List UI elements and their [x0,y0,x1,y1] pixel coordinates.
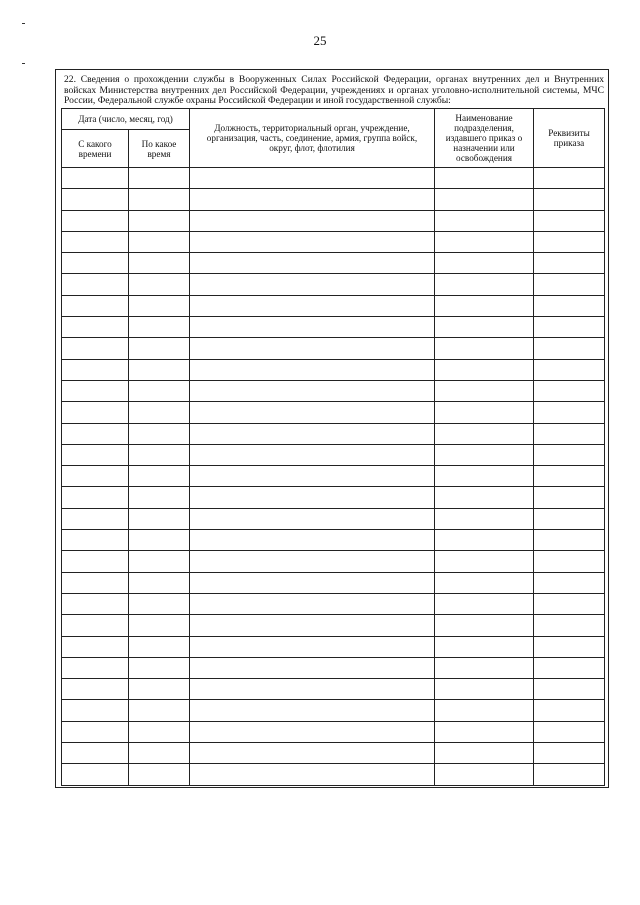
table-cell[interactable] [129,721,190,742]
table-cell[interactable] [435,402,534,423]
table-cell[interactable] [62,679,129,700]
table-cell[interactable] [190,231,435,252]
table-cell[interactable] [190,508,435,529]
table-row [62,679,605,700]
table-cell[interactable] [190,679,435,700]
table-row [62,657,605,678]
table-cell[interactable] [129,508,190,529]
table-cell[interactable] [190,210,435,231]
table-row [62,168,605,189]
table-cell[interactable] [435,636,534,657]
table-cell[interactable] [62,487,129,508]
table-row [62,700,605,721]
table-cell[interactable] [129,295,190,316]
date-group-header: Дата (число, месяц, год) [62,109,190,130]
table-cell[interactable] [129,615,190,636]
table-row [62,189,605,210]
table-cell[interactable] [190,593,435,614]
table-cell[interactable] [62,530,129,551]
table-cell[interactable] [129,743,190,764]
table-row [62,593,605,614]
table-cell[interactable] [435,764,534,785]
table-cell[interactable] [62,700,129,721]
table-cell[interactable] [534,466,605,487]
table-cell[interactable] [129,210,190,231]
table-cell[interactable] [435,487,534,508]
table-cell[interactable] [435,444,534,465]
table-cell[interactable] [129,764,190,785]
table-cell[interactable] [129,593,190,614]
table-cell[interactable] [129,338,190,359]
table-cell[interactable] [435,210,534,231]
table-cell[interactable] [534,189,605,210]
table-cell[interactable] [190,359,435,380]
table-cell[interactable] [129,359,190,380]
table-cell[interactable] [190,466,435,487]
table-cell[interactable] [435,721,534,742]
table-cell[interactable] [435,380,534,401]
table-cell[interactable] [129,530,190,551]
table-row [62,551,605,572]
table-row [62,338,605,359]
table-cell[interactable] [129,231,190,252]
table-cell[interactable] [534,253,605,274]
table-row [62,402,605,423]
table-cell[interactable] [190,253,435,274]
table-cell[interactable] [534,487,605,508]
table-cell[interactable] [190,402,435,423]
table-cell[interactable] [129,189,190,210]
table-cell[interactable] [190,380,435,401]
from-date-header: С какого времени [62,130,129,168]
table-cell[interactable] [62,189,129,210]
table-row [62,508,605,529]
table-cell[interactable] [534,317,605,338]
table-cell[interactable] [190,189,435,210]
table-cell[interactable] [534,551,605,572]
table-cell[interactable] [62,466,129,487]
table-cell[interactable] [534,572,605,593]
table-cell[interactable] [190,274,435,295]
table-cell[interactable] [129,487,190,508]
table-cell[interactable] [435,530,534,551]
table-cell[interactable] [534,657,605,678]
table-cell[interactable] [435,615,534,636]
table-cell[interactable] [190,572,435,593]
table-cell[interactable] [435,508,534,529]
table-cell[interactable] [435,466,534,487]
table-cell[interactable] [62,317,129,338]
table-cell[interactable] [129,402,190,423]
table-cell[interactable] [190,487,435,508]
table-cell[interactable] [190,295,435,316]
to-date-header: По какое время [129,130,190,168]
table-cell[interactable] [190,743,435,764]
table-cell[interactable] [435,189,534,210]
scan-mark [22,23,25,24]
table-cell[interactable] [62,593,129,614]
table-cell[interactable] [62,615,129,636]
table-row [62,253,605,274]
table-cell[interactable] [62,168,129,189]
table-cell[interactable] [129,380,190,401]
table-cell[interactable] [435,274,534,295]
table-cell[interactable] [62,210,129,231]
table-cell[interactable] [62,295,129,316]
table-row [62,359,605,380]
table-cell[interactable] [190,168,435,189]
table-cell[interactable] [435,572,534,593]
table-cell[interactable] [190,764,435,785]
table-cell[interactable] [435,168,534,189]
table-row [62,210,605,231]
table-cell[interactable] [534,168,605,189]
table-cell[interactable] [129,551,190,572]
table-cell[interactable] [534,679,605,700]
table-cell[interactable] [62,657,129,678]
table-cell[interactable] [190,530,435,551]
table-cell[interactable] [129,700,190,721]
table-cell[interactable] [190,700,435,721]
table-row [62,530,605,551]
table-row [62,636,605,657]
table-cell[interactable] [62,253,129,274]
table-cell[interactable] [62,402,129,423]
table-cell[interactable] [62,551,129,572]
table-cell[interactable] [534,530,605,551]
table-cell[interactable] [62,508,129,529]
table-cell[interactable] [534,636,605,657]
table-cell[interactable] [190,338,435,359]
table-row [62,615,605,636]
table-row [62,423,605,444]
table-row [62,317,605,338]
table-cell[interactable] [190,423,435,444]
table-cell[interactable] [534,295,605,316]
table-row [62,572,605,593]
order-column-header: Реквизиты приказа [534,109,605,168]
table-cell[interactable] [435,593,534,614]
table-cell[interactable] [62,380,129,401]
table-cell[interactable] [534,402,605,423]
table-cell[interactable] [62,743,129,764]
table-cell[interactable] [534,444,605,465]
table-cell[interactable] [129,679,190,700]
table-cell[interactable] [534,615,605,636]
table-row [62,466,605,487]
table-cell[interactable] [129,572,190,593]
service-history-table [61,108,605,786]
table-cell[interactable] [534,380,605,401]
scan-mark [22,63,25,64]
table-row [62,274,605,295]
table-cell[interactable] [129,466,190,487]
table-cell[interactable] [534,743,605,764]
table-cell[interactable] [190,657,435,678]
table-row [62,487,605,508]
table-cell[interactable] [190,615,435,636]
table-cell[interactable] [435,317,534,338]
table-cell[interactable] [190,721,435,742]
table-body [62,168,605,786]
table-cell[interactable] [534,700,605,721]
table-cell[interactable] [190,551,435,572]
table-cell[interactable] [129,253,190,274]
table-row [62,764,605,785]
table-cell[interactable] [62,274,129,295]
table-cell[interactable] [435,295,534,316]
page-number: 25 [313,33,327,48]
table-cell[interactable] [62,572,129,593]
table-cell[interactable] [62,444,129,465]
table-cell[interactable] [129,657,190,678]
table-row [62,721,605,742]
table-cell[interactable] [190,636,435,657]
table-cell[interactable] [435,423,534,444]
table-cell[interactable] [534,359,605,380]
position-column-header: Должность, территориальный орган, учреждение, организация, часть, соединение, армия, группа войск, округ, флот, флотилия [190,109,435,168]
table-cell[interactable] [534,210,605,231]
table-cell[interactable] [62,764,129,785]
table-cell[interactable] [534,338,605,359]
table-cell[interactable] [129,444,190,465]
table-cell[interactable] [534,274,605,295]
table-cell[interactable] [129,168,190,189]
table-row [62,231,605,252]
table-cell[interactable] [435,338,534,359]
table-cell[interactable] [534,231,605,252]
table-cell[interactable] [129,317,190,338]
table-cell[interactable] [62,721,129,742]
unit-column-header: Наименование подразделения, издавшего приказ о назначении или освобождения [435,109,534,168]
table-cell[interactable] [534,764,605,785]
table-cell[interactable] [534,508,605,529]
table-cell[interactable] [435,657,534,678]
table-row [62,444,605,465]
table-cell[interactable] [129,636,190,657]
table-row [62,295,605,316]
table-cell[interactable] [190,317,435,338]
table-cell[interactable] [435,231,534,252]
table-cell[interactable] [62,423,129,444]
table-row [62,743,605,764]
table-cell[interactable] [435,551,534,572]
table-cell[interactable] [62,636,129,657]
table-cell[interactable] [534,593,605,614]
table-cell[interactable] [435,679,534,700]
table-cell[interactable] [534,721,605,742]
table-cell[interactable] [62,338,129,359]
table-cell[interactable] [435,253,534,274]
table-cell[interactable] [435,743,534,764]
table-cell[interactable] [62,359,129,380]
table-cell[interactable] [129,423,190,444]
table-cell[interactable] [435,359,534,380]
section-title: 22. Сведения о прохождении службы в Вооруженных Силах Российской Федерации, органах внутренних дел и Внутренних войсках Министерства внутренних дел Российской Федерации, учреждениях и органах уголовно-исполнительной системы, МЧС России, Федеральной службе охраны Российской Федерации и иной государственной службы: [64,74,604,107]
table-row [62,380,605,401]
table-cell[interactable] [62,231,129,252]
table-cell[interactable] [190,444,435,465]
table-cell[interactable] [534,423,605,444]
table-cell[interactable] [435,700,534,721]
table-cell[interactable] [129,274,190,295]
